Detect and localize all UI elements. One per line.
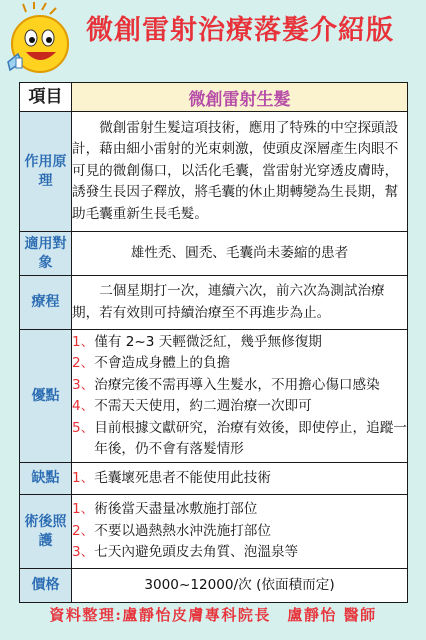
table-header-row [20, 83, 408, 112]
mechanism-text: 微創雷射生髮這項技術，應用了特殊的中空探頭設計，藉由細小雷射的光束刺激，使頭皮深層產生肉眼不可見的微創傷口，以活化毛囊，當雷射光穿透皮膚時，誘發生長因子釋放，將毛囊的休止期轉變為生長期，幫助毛囊重新生長毛髮。 [72, 112, 408, 232]
course-label: 療程 [20, 276, 72, 330]
smiley-megaphone-icon [6, 2, 76, 78]
price-text: 3000~12000/次 (依面積而定) [72, 569, 408, 603]
mechanism-label: 作用原理 [20, 112, 72, 232]
aftercare-list [72, 495, 408, 569]
table-row-price [20, 569, 408, 603]
list-item: 1、 僅有 2~3 天輕微泛紅，幾乎無修復期 [72, 333, 322, 350]
pros-list [72, 330, 408, 463]
list-item: 1、 毛囊壞死患者不能使用此技術 [72, 469, 271, 486]
target-label: 適用對象 [20, 232, 72, 276]
target-text: 雄性禿、圓禿、毛囊尚未萎縮的患者 [72, 232, 408, 276]
course-text: 二個星期打一次，連續六次，前六次為測試治療期，若有效則可持續治療至不再進步為止。 [72, 276, 408, 330]
aftercare-label: 術後照護 [20, 495, 72, 569]
pros-label: 優點 [20, 330, 72, 463]
list-item: 2、 不要以過熱熱水沖洗施打部位 [72, 522, 271, 539]
list-item: 3、 七天內避免頭皮去角質、泡溫泉等 [72, 544, 299, 561]
table-row-cons [20, 463, 408, 495]
table-row-mechanism [20, 112, 408, 232]
header-item-value: 微創雷射生髮 [72, 83, 408, 112]
price-label: 價格 [20, 569, 72, 603]
list-item: 3、 治療完後不需再導入生髮水，不用擔心傷口感染 [72, 376, 380, 393]
info-table [19, 82, 408, 603]
list-item: 1、 術後當天盡量冰敷施打部位 [72, 501, 258, 518]
table-row-target [20, 232, 408, 276]
list-item: 2、 不會造成身體上的負擔 [72, 355, 231, 371]
cons-label: 缺點 [20, 463, 72, 495]
table-row-pros [20, 330, 408, 463]
table-row-aftercare [20, 495, 408, 569]
cons-list [72, 463, 408, 495]
list-item: 5、 目前根據文獻研究，治療有效後，即使停止，追蹤一年後，仍不會有落髮情形 [72, 419, 407, 457]
list-item: 4、 不需天天使用，約二週治療一次即可 [72, 398, 312, 414]
header-item-label: 項目 [20, 83, 72, 112]
page-title: 微創雷射治療落髮介紹版 [86, 15, 394, 46]
table-row-course [20, 276, 408, 330]
footer-credit: 資料整理:盧靜怡皮膚專科院長 盧靜怡 醫師 [49, 606, 377, 624]
